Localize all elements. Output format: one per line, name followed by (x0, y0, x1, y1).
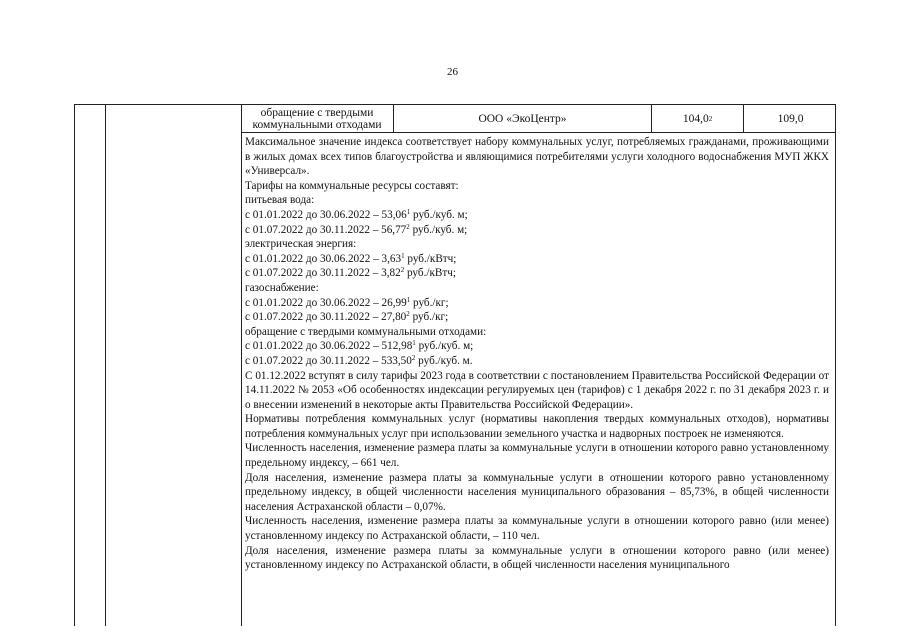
tariff-text: с 01.07.2022 до 30.11.2022 – 3,82 (245, 267, 401, 280)
paragraph: Доля населения, изменение размера платы за коммунальные услуги в отношении которого равно (или менее) установленному индексу по Астраханской области, в общей численности населения муниципального (245, 544, 829, 572)
tariff-unit: руб./кг; (410, 296, 449, 309)
water-label: питьевая вода: (245, 194, 315, 207)
footnote-mark: 1 (406, 295, 411, 304)
footnote-mark: 1 (406, 207, 411, 216)
tariff-text: с 01.07.2022 до 30.11.2022 – 56,77 (245, 223, 407, 236)
tariff-text: с 01.01.2022 до 30.06.2022 – 53,06 (245, 208, 407, 221)
footnote-mark: 1 (412, 339, 416, 348)
paragraph: Максимальное значение индекса соответствует набору коммунальных услуг, потребляемых гражданами, проживающими в жилых домах всех типов благоустройства и являющимися потребителями услуги холодного водоснабжения МУП ЖКХ «Универсал». (245, 136, 829, 178)
tariffs-intro: Тарифы на коммунальные ресурсы составят: (245, 179, 459, 192)
tariff-text: с 01.07.2022 до 30.11.2022 – 27,80 (245, 311, 407, 324)
tariff-text: с 01.07.2022 до 30.11.2022 – 533,50 (245, 354, 412, 367)
tariff-line (245, 339, 829, 354)
provider-cell: ООО «ЭкоЦентр» (393, 105, 651, 133)
tariff-text: с 01.01.2022 до 30.06.2022 – 3,63 (245, 252, 402, 265)
gas-label: газоснабжение: (245, 281, 319, 294)
table-frame (74, 104, 836, 626)
tariff-text: с 01.01.2022 до 30.06.2022 – 26,99 (245, 296, 407, 309)
tariff-line (245, 296, 829, 311)
tariff-line (245, 252, 829, 267)
electricity-label: электрическая энергия: (245, 238, 357, 251)
index-value-cell: 104,0 2 (651, 105, 743, 133)
footnote-mark: 2 (411, 353, 416, 362)
service-cell: обращение с твердыми коммунальными отходами (252, 107, 382, 131)
tariff-unit: руб./куб. м; (409, 223, 468, 236)
index-value: 104,0 (682, 113, 709, 125)
page-number: 26 (447, 66, 458, 78)
paragraph: С 01.12.2022 вступят в силу тарифы 2023 года в соответствии с постановлением Правительства Российской Федерации от 14.11.2022 № 2053 «Об особенностях индексации регулируемых цен (тарифов) с 1 декабря 2022 г. по 31 декабря 2023 г. и о внесении изменений в некоторые акты Правительства Российской Федерации». (245, 369, 829, 411)
paragraph: Численность населения, изменение размера платы за коммунальные услуги в отношении которого равно установленному предельному индексу, – 661 чел. (245, 442, 829, 470)
tariff-unit: руб./куб. м. (415, 354, 473, 367)
footnote-mark: 2 (406, 222, 410, 231)
footnote-mark: 1 (401, 251, 405, 260)
footnote-mark: 2 (400, 266, 405, 275)
waste-label: обращение с твердыми коммунальными отходами: (245, 325, 487, 338)
tariff-line (245, 223, 829, 238)
max-index-cell: 109,0 (743, 105, 837, 133)
column-divider (241, 105, 242, 626)
tariff-unit: руб./кг; (409, 311, 449, 324)
tariff-text: с 01.01.2022 до 30.06.2022 – 512,98 (245, 340, 413, 353)
column-divider (105, 105, 106, 626)
tariff-line (245, 208, 829, 223)
tariff-unit: руб./куб. м; (410, 208, 468, 221)
tariff-unit: руб./кВтч; (404, 252, 457, 265)
paragraph: Нормативы потребления коммунальных услуг (нормативы накопления твердых коммунальных отходов), нормативы потребления коммунальных услуг при использовании земельного участка и надворных построек не изменяются. (245, 413, 829, 440)
tariff-unit: руб./кВтч; (404, 267, 456, 280)
explanation-text (245, 135, 829, 573)
footnote-mark: 2 (406, 310, 410, 319)
tariff-unit: руб./куб. м; (415, 340, 474, 353)
tariff-line (245, 310, 829, 325)
tariff-line (245, 266, 829, 281)
paragraph: Доля населения, изменение размера платы за коммунальные услуги в отношении которого равно установленному предельному индексу, в общей численности населения муниципального образования – 85,73%, в общей численности населения Астраханской области – 0,07%. (245, 471, 829, 513)
paragraph: Численность населения, изменение размера платы за коммунальные услуги в отношении которого равно (или менее) установленному индексу по Астраханской области, – 110 чел. (245, 515, 829, 543)
table-row (241, 105, 835, 133)
tariff-line (245, 354, 829, 369)
